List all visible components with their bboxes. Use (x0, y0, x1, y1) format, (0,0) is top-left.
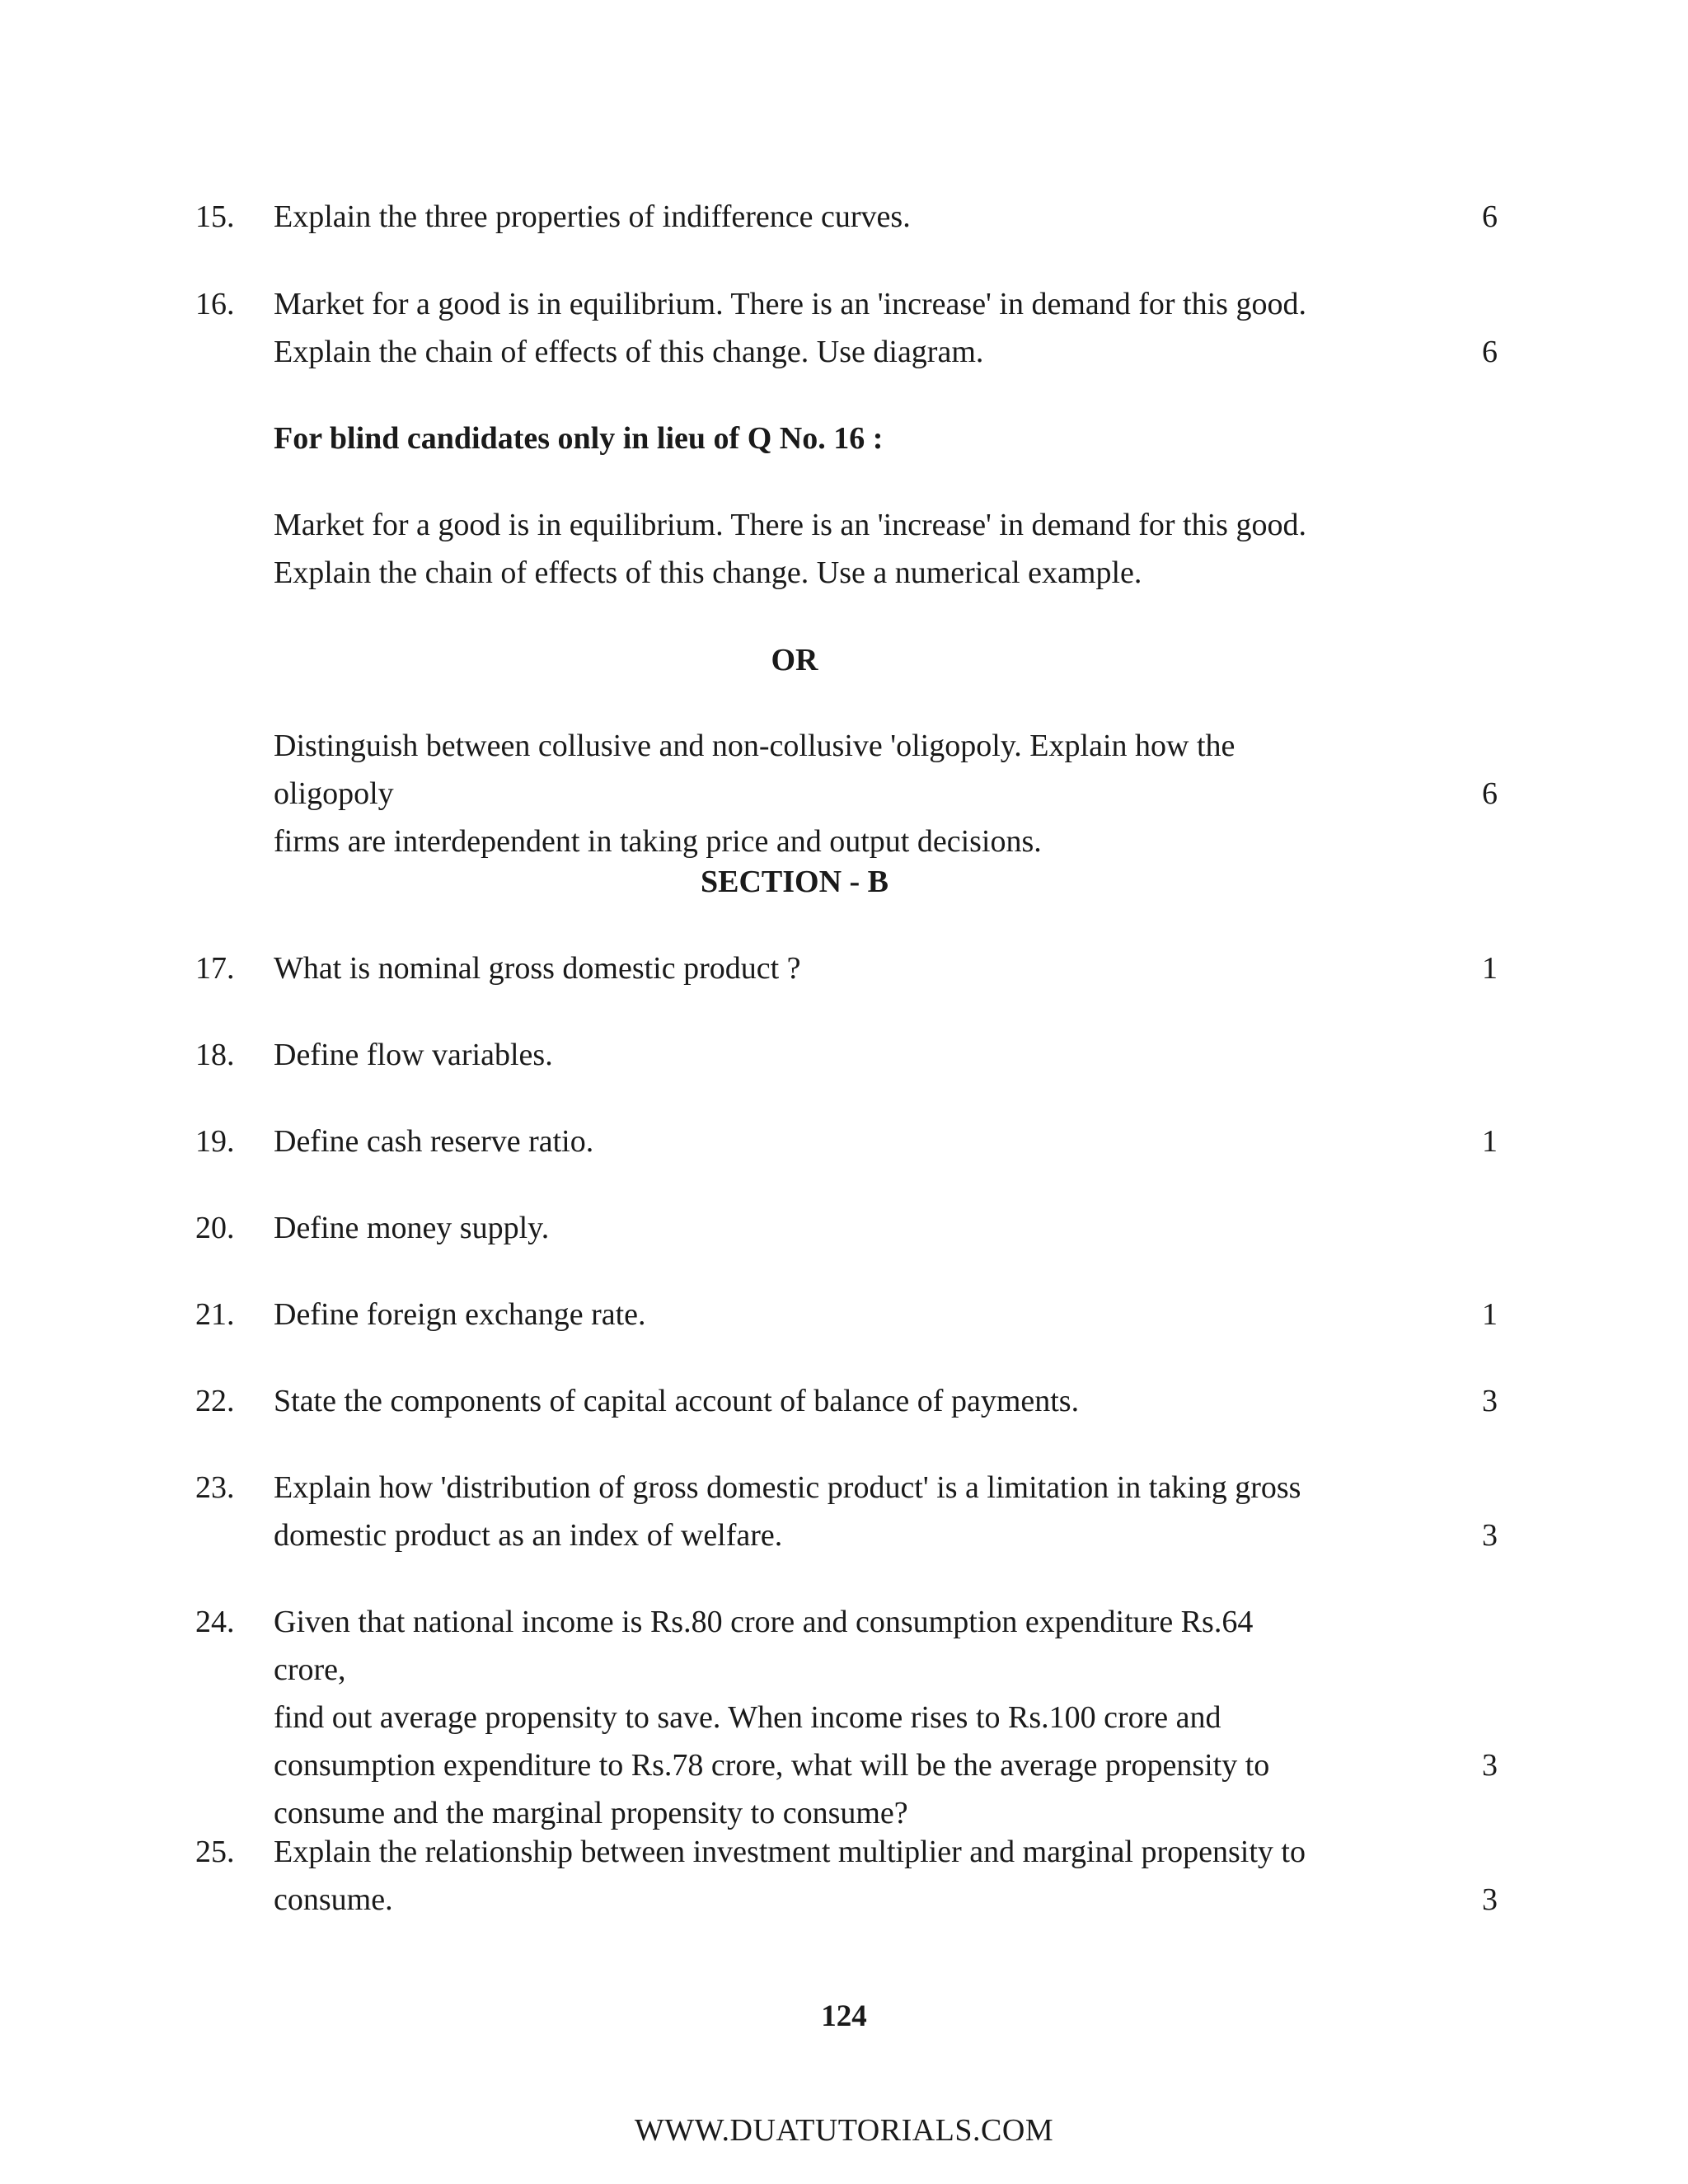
or-label: OR (771, 643, 818, 677)
question-text (274, 1291, 1329, 1338)
question-number: 18. (195, 1038, 235, 1072)
question-marks: 3 (1482, 1748, 1498, 1783)
question-line: Explain the chain of effects of this change. Use a numerical example. (274, 555, 1142, 590)
question-line: Distinguish between collusive and non-collusive 'oligopoly. Explain how the oligopoly (274, 729, 1236, 811)
question-marks: 6 (1482, 776, 1498, 811)
question-number: 16. (195, 287, 235, 321)
question-line: consume. (274, 1882, 393, 1917)
question-text (274, 1377, 1329, 1425)
question-line: Define money supply. (274, 1211, 550, 1245)
question-line: Define cash reserve ratio. (274, 1124, 594, 1159)
question-16 (195, 280, 1498, 376)
question-line: find out average propensity to save. When income rises to Rs.100 crore and (274, 1700, 1221, 1735)
question-15 (195, 193, 1498, 241)
question-line: Market for a good is in equilibrium. There is an 'increase' in demand for this good. (274, 287, 1306, 321)
question-line: firms are interdependent in taking price and output decisions. (274, 824, 1042, 859)
question-line: domestic product as an index of welfare. (274, 1518, 783, 1553)
question-marks: 3 (1482, 1882, 1498, 1917)
question-25 (195, 1828, 1498, 1924)
question-marks: 3 (1482, 1384, 1498, 1418)
question-number: 24. (195, 1605, 235, 1639)
question-line: Explain the chain of effects of this change. Use diagram. (274, 335, 984, 369)
question-number: 20. (195, 1211, 235, 1245)
question-line: Given that national income is Rs.80 crore and consumption expenditure Rs.64 crore, (274, 1605, 1254, 1687)
footer-url: WWW.DUATUTORIALS.COM (634, 2113, 1054, 2148)
question-line: State the components of capital account of balance of payments. (274, 1384, 1080, 1418)
question-number: 15. (195, 199, 235, 234)
question-line: consume and the marginal propensity to consume? (274, 1796, 908, 1830)
blind-candidates-question (274, 501, 1337, 597)
question-marks: 3 (1482, 1518, 1498, 1553)
section-b-heading: SECTION - B (700, 865, 889, 899)
page-number: 124 (821, 1999, 867, 2033)
question-line: What is nominal gross domestic product ? (274, 951, 801, 986)
question-text (274, 722, 1329, 865)
question-18 (195, 1031, 1498, 1079)
blind-candidates-heading: For blind candidates only in lieu of Q No. 16 : (274, 421, 884, 456)
question-number: 23. (195, 1470, 235, 1505)
question-text (274, 280, 1329, 376)
question-19 (195, 1118, 1498, 1165)
question-23 (195, 1464, 1498, 1559)
question-line: Explain the three properties of indifference curves. (274, 199, 911, 234)
question-marks: 6 (1482, 199, 1498, 234)
question-marks: 1 (1482, 1124, 1498, 1159)
question-number: 21. (195, 1297, 235, 1332)
question-text (274, 193, 1329, 241)
question-line: Define foreign exchange rate. (274, 1297, 646, 1332)
question-line: Market for a good is in equilibrium. There is an 'increase' in demand for this good. (274, 508, 1306, 542)
question-20 (195, 1204, 1498, 1252)
question-number: 17. (195, 951, 235, 986)
question-line: Define flow variables. (274, 1038, 553, 1072)
question-text (274, 1464, 1329, 1559)
question-text (274, 1828, 1329, 1924)
or-question (195, 722, 1498, 859)
question-text (274, 944, 1329, 992)
question-number: 19. (195, 1124, 235, 1159)
question-text (274, 1204, 1329, 1252)
question-text (274, 1031, 1329, 1079)
question-number: 22. (195, 1384, 235, 1418)
question-marks: 1 (1482, 951, 1498, 986)
question-line: consumption expenditure to Rs.78 crore, what will be the average propensity to (274, 1748, 1270, 1783)
question-marks: 6 (1482, 335, 1498, 369)
question-21 (195, 1291, 1498, 1338)
question-line: Explain how 'distribution of gross domestic product' is a limitation in taking gross (274, 1470, 1301, 1505)
question-22 (195, 1377, 1498, 1425)
question-17 (195, 944, 1498, 992)
question-24 (195, 1598, 1498, 1830)
question-line: Explain the relationship between investment multiplier and marginal propensity to (274, 1835, 1306, 1869)
question-text (274, 1598, 1329, 1837)
question-marks: 1 (1482, 1297, 1498, 1332)
question-text (274, 1118, 1329, 1165)
question-number: 25. (195, 1835, 235, 1869)
